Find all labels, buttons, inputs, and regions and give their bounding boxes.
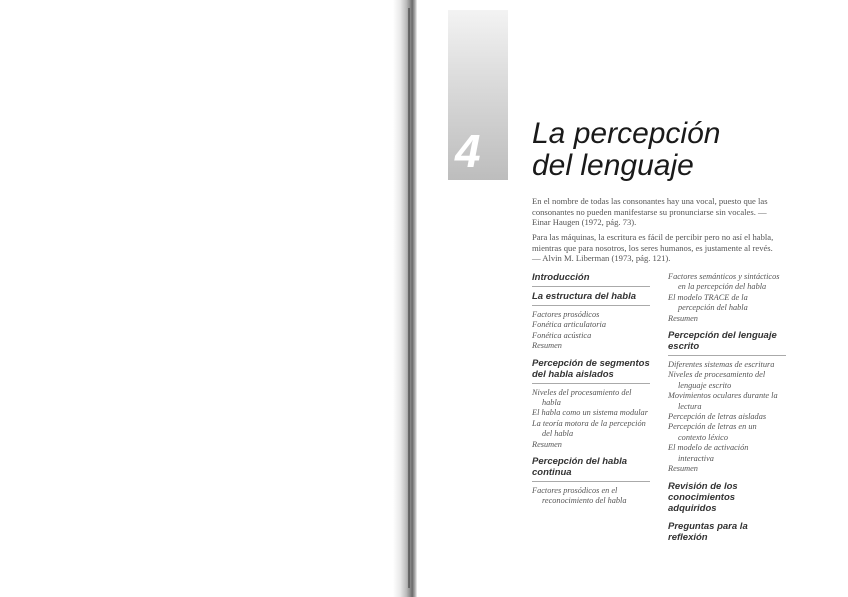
toc-item: El modelo de activación interactiva bbox=[668, 443, 749, 463]
toc-item: El modelo TRACE de la percepción del habla bbox=[668, 292, 748, 313]
epigraph-quote-2: Para las máquinas, la escritura es fácil de percibir pero no así el habla, mientras que para nosotros, los seres humanos, es justamente al revés. — Alvin M. Liberman (1973, pág. 121). bbox=[532, 232, 774, 263]
toc-section bbox=[532, 272, 650, 291]
toc-left-column bbox=[532, 272, 650, 513]
chapter-number: 4 bbox=[455, 125, 481, 177]
book-spine-line bbox=[408, 8, 410, 588]
toc-item: Fonética acústica bbox=[532, 330, 592, 340]
toc-section-heading: Percepción del habla continua bbox=[532, 456, 650, 482]
toc-item-list bbox=[668, 360, 786, 474]
toc-section-heading: Percepción de segmentos del habla aislados bbox=[532, 358, 650, 384]
toc-section-heading: La estructura del habla bbox=[532, 291, 650, 306]
toc-item: Resumen bbox=[668, 464, 698, 474]
epigraph-quote-1: En el nombre de todas las consonantes hay una vocal, puesto que las consonantes no pueden manifestarse su pronunciarse sin vocales. — Einar Haugen (1972, pág. 73). bbox=[532, 196, 768, 227]
toc-item: Resumen bbox=[532, 341, 562, 351]
toc-section-heading: Introducción bbox=[532, 272, 650, 287]
toc-item: Fonética articulatoria bbox=[532, 320, 606, 330]
toc-item: Resumen bbox=[532, 439, 562, 449]
toc-section bbox=[532, 291, 650, 352]
toc-item-list-continued bbox=[668, 272, 786, 324]
toc-section-heading: Revisión de los conocimientos adquiridos bbox=[668, 480, 738, 514]
toc-item: Resumen bbox=[668, 313, 698, 323]
toc-section bbox=[532, 358, 650, 450]
toc-item: Factores semánticos y sintácticos en la percepción del habla bbox=[668, 272, 780, 292]
toc-item: La teoría motora de la percepción del habla bbox=[532, 418, 646, 439]
toc-item: Factores prosódicos en el reconocimiento del habla bbox=[532, 486, 627, 506]
book-gutter-shadow bbox=[393, 0, 417, 597]
toc-item: Percepción de letras aisladas bbox=[668, 412, 767, 422]
toc-item: Factores prosódicos bbox=[532, 310, 600, 319]
chapter-title-line-2: del lenguaje bbox=[532, 149, 694, 182]
toc-section bbox=[668, 521, 786, 546]
toc-item: Movimientos oculares durante la lectura bbox=[668, 391, 778, 411]
toc-item-list bbox=[532, 310, 650, 352]
chapter-title bbox=[532, 118, 720, 182]
toc-item: Niveles del procesamiento del habla bbox=[532, 387, 632, 408]
toc-section bbox=[532, 456, 650, 507]
toc-item: Niveles de procesamiento del lenguaje escrito bbox=[668, 370, 766, 390]
toc-item-list bbox=[532, 486, 650, 507]
toc-item-list bbox=[532, 388, 650, 450]
toc-section bbox=[668, 330, 786, 474]
toc-item: El habla como un sistema modular bbox=[532, 408, 648, 418]
toc-section-heading: Preguntas para la reflexión bbox=[668, 520, 748, 543]
toc-item: Percepción de letras en un contexto léxico bbox=[668, 422, 757, 442]
chapter-title-line-1: La percepción bbox=[532, 117, 721, 150]
toc-item: Diferentes sistemas de escritura bbox=[668, 360, 775, 370]
toc-section-heading: Percepción del lenguaje escrito bbox=[668, 330, 786, 356]
toc-section bbox=[668, 481, 786, 521]
toc-right-column bbox=[668, 272, 786, 546]
